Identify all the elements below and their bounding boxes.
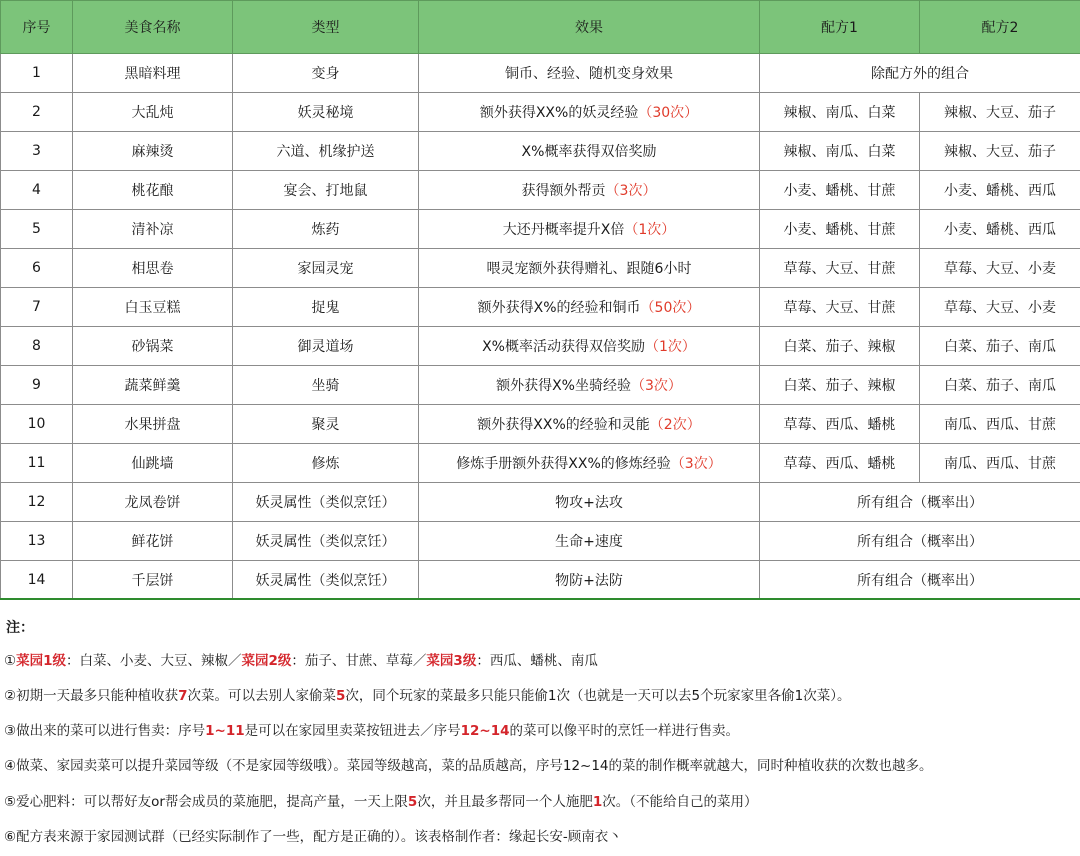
note-highlight: 7 <box>178 688 188 704</box>
cell-recipe-2: 辣椒、大豆、茄子 <box>920 132 1080 171</box>
cell-name: 桃花酿 <box>73 171 233 210</box>
notes-section <box>0 598 1080 856</box>
note-highlight: 菜园3级 <box>426 653 477 669</box>
effect-text: 物攻+法攻 <box>555 495 623 511</box>
cell-recipe-2: 白菜、茄子、南瓜 <box>920 327 1080 366</box>
cell-effect <box>419 444 760 483</box>
cell-no: 11 <box>1 444 73 483</box>
cell-effect <box>419 327 760 366</box>
cell-no: 4 <box>1 171 73 210</box>
note-line <box>4 721 739 741</box>
cell-no: 9 <box>1 366 73 405</box>
effect-text: 喂灵宠额外获得赠礼、跟随6小时 <box>486 261 692 277</box>
cell-recipe-merged: 所有组合（概率出） <box>760 561 1080 600</box>
effect-text: 生命+速度 <box>555 534 623 550</box>
cell-no: 13 <box>1 522 73 561</box>
cell-name: 水果拼盘 <box>73 405 233 444</box>
cell-recipe-merged: 除配方外的组合 <box>760 54 1080 93</box>
note-highlight: 12~14 <box>460 723 510 739</box>
table-row <box>1 561 1080 600</box>
cell-no: 6 <box>1 249 73 288</box>
note-highlight: 菜园1级 <box>16 653 67 669</box>
effect-text: 大还丹概率提升X倍 <box>502 222 625 238</box>
cell-type: 宴会、打地鼠 <box>233 171 419 210</box>
notes-title: 注： <box>6 620 34 636</box>
effect-text: 修炼手册额外获得XX%的修炼经验 <box>456 456 671 472</box>
cell-type: 家园灵宠 <box>233 249 419 288</box>
note-line <box>4 651 598 671</box>
table-row <box>1 288 1080 327</box>
table-row <box>1 210 1080 249</box>
cell-no: 8 <box>1 327 73 366</box>
table-row <box>1 444 1080 483</box>
cell-type: 变身 <box>233 54 419 93</box>
note-highlight: 5 <box>407 794 418 810</box>
cell-type: 妖灵秘境 <box>233 93 419 132</box>
note-highlight: 菜园2级 <box>241 653 292 669</box>
cell-type: 坐骑 <box>233 366 419 405</box>
effect-text: X%概率获得双倍奖励 <box>521 144 657 160</box>
note-text: ⑤爱心肥料：可以帮好友or帮会成员的菜施肥，提高产量，一天上限 <box>4 794 408 810</box>
table-row <box>1 132 1080 171</box>
cell-no: 10 <box>1 405 73 444</box>
cell-recipe-1: 辣椒、南瓜、白菜 <box>760 93 920 132</box>
cell-name: 龙凤卷饼 <box>73 483 233 522</box>
table-row <box>1 405 1080 444</box>
effect-text: X%概率活动获得双倍奖励 <box>482 339 645 355</box>
cell-recipe-2: 南瓜、西瓜、甘蔗 <box>920 405 1080 444</box>
effect-text: 额外获得XX%的经验和灵能 <box>477 417 650 433</box>
header-no: 序号 <box>1 1 73 54</box>
note-line <box>4 756 933 776</box>
cell-recipe-2: 小麦、蟠桃、西瓜 <box>920 210 1080 249</box>
effect-count: （2次） <box>649 417 701 433</box>
note-text: ⑥配方表来源于家园测试群（已经实际制作了一些，配方是正确的）。该表格制作者：缘起长安-顾南衣丶 <box>4 829 622 845</box>
header-recipe-2: 配方2 <box>920 1 1080 54</box>
cell-effect <box>419 54 760 93</box>
cell-name: 清补凉 <box>73 210 233 249</box>
cell-effect <box>419 171 760 210</box>
note-text: ：白菜、小麦、大豆、辣椒／ <box>66 653 242 669</box>
cell-effect <box>419 561 760 600</box>
cell-effect <box>419 522 760 561</box>
cell-effect <box>419 93 760 132</box>
header-name: 美食名称 <box>73 1 233 54</box>
cell-name: 相思卷 <box>73 249 233 288</box>
table-row <box>1 249 1080 288</box>
cell-recipe-1: 小麦、蟠桃、甘蔗 <box>760 171 920 210</box>
cell-type: 聚灵 <box>233 405 419 444</box>
note-text: 次，同个玩家的菜最多只能只能偷1次（也就是一天可以去5个玩家家里各偷1次菜）。 <box>345 688 851 704</box>
effect-count: （30次） <box>638 105 699 121</box>
note-text: ① <box>4 653 17 669</box>
cell-effect <box>419 288 760 327</box>
cell-no: 2 <box>1 93 73 132</box>
note-text: 次，并且最多帮同一个人施肥 <box>417 794 593 810</box>
header-recipe-1: 配方1 <box>760 1 920 54</box>
cell-name: 砂锅菜 <box>73 327 233 366</box>
cell-effect <box>419 405 760 444</box>
effect-count: （3次） <box>605 183 657 199</box>
note-text: ：茄子、甘蔗、草莓／ <box>291 653 427 669</box>
note-line <box>4 792 757 812</box>
cell-recipe-2: 草莓、大豆、小麦 <box>920 249 1080 288</box>
table-header-row <box>1 1 1080 54</box>
cell-recipe-1: 草莓、大豆、甘蔗 <box>760 288 920 327</box>
cell-recipe-1: 小麦、蟠桃、甘蔗 <box>760 210 920 249</box>
note-highlight: 1~11 <box>205 723 245 739</box>
effect-count: （50次） <box>640 300 701 316</box>
cell-recipe-merged: 所有组合（概率出） <box>760 522 1080 561</box>
cell-effect <box>419 210 760 249</box>
cell-type: 妖灵属性（类似烹饪） <box>233 483 419 522</box>
cell-recipe-1: 辣椒、南瓜、白菜 <box>760 132 920 171</box>
table-row <box>1 54 1080 93</box>
table-row <box>1 171 1080 210</box>
cell-type: 妖灵属性（类似烹饪） <box>233 522 419 561</box>
effect-text: 额外获得XX%的妖灵经验 <box>479 105 639 121</box>
note-text: ：西瓜、蟠桃、南瓜 <box>476 653 598 669</box>
cell-recipe-1: 草莓、大豆、甘蔗 <box>760 249 920 288</box>
cell-type: 炼药 <box>233 210 419 249</box>
cell-recipe-2: 辣椒、大豆、茄子 <box>920 93 1080 132</box>
cell-no: 7 <box>1 288 73 327</box>
cell-type: 御灵道场 <box>233 327 419 366</box>
effect-text: 额外获得X%坐骑经验 <box>496 378 631 394</box>
note-line <box>4 686 850 706</box>
cell-effect <box>419 132 760 171</box>
cell-name: 仙跳墙 <box>73 444 233 483</box>
cell-recipe-2: 小麦、蟠桃、西瓜 <box>920 171 1080 210</box>
cell-name: 鲜花饼 <box>73 522 233 561</box>
cell-name: 麻辣烫 <box>73 132 233 171</box>
note-highlight: 5 <box>336 688 346 704</box>
cell-no: 14 <box>1 561 73 600</box>
cell-recipe-1: 白菜、茄子、辣椒 <box>760 366 920 405</box>
cell-recipe-2: 南瓜、西瓜、甘蔗 <box>920 444 1080 483</box>
note-text: 次菜。可以去别人家偷菜 <box>187 688 337 704</box>
table-row <box>1 93 1080 132</box>
table-row <box>1 522 1080 561</box>
effect-count: （1次） <box>624 222 676 238</box>
cell-name: 白玉豆糕 <box>73 288 233 327</box>
table-row <box>1 327 1080 366</box>
cell-effect <box>419 366 760 405</box>
cell-type: 妖灵属性（类似烹饪） <box>233 561 419 600</box>
cell-no: 5 <box>1 210 73 249</box>
effect-text: 物防+法防 <box>555 573 623 589</box>
cell-no: 3 <box>1 132 73 171</box>
cell-type: 六道、机缘护送 <box>233 132 419 171</box>
note-highlight: 1 <box>592 794 603 810</box>
cell-no: 1 <box>1 54 73 93</box>
note-text: ③做出来的菜可以进行售卖：序号 <box>4 723 206 739</box>
cell-recipe-1: 草莓、西瓜、蟠桃 <box>760 405 920 444</box>
header-type: 类型 <box>233 1 419 54</box>
cell-name: 黑暗料理 <box>73 54 233 93</box>
cell-effect <box>419 483 760 522</box>
cell-recipe-2: 白菜、茄子、南瓜 <box>920 366 1080 405</box>
cell-type: 捉鬼 <box>233 288 419 327</box>
table-row <box>1 483 1080 522</box>
cell-recipe-1: 草莓、西瓜、蟠桃 <box>760 444 920 483</box>
effect-count: （3次） <box>670 456 722 472</box>
note-text: 的菜可以像平时的烹饪一样进行售卖。 <box>509 723 739 739</box>
cell-name: 蔬菜鲜羹 <box>73 366 233 405</box>
note-text: ②初期一天最多只能种植收获 <box>4 688 179 704</box>
cell-type: 修炼 <box>233 444 419 483</box>
effect-text: 额外获得X%的经验和铜币 <box>477 300 641 316</box>
note-line <box>4 827 622 847</box>
effect-count: （3次） <box>630 378 682 394</box>
cell-recipe-merged: 所有组合（概率出） <box>760 483 1080 522</box>
effect-text: 获得额外帮贡 <box>521 183 606 199</box>
cell-recipe-1: 白菜、茄子、辣椒 <box>760 327 920 366</box>
table-row <box>1 366 1080 405</box>
header-effect: 效果 <box>419 1 760 54</box>
cell-no: 12 <box>1 483 73 522</box>
table-body <box>1 54 1080 600</box>
note-text: ④做菜、家园卖菜可以提升菜园等级（不是家园等级哦）。菜园等级越高，菜的品质越高，序号12~14的菜的制作概率就越大，同时种植收获的次数也越多。 <box>4 758 933 774</box>
cell-name: 大乱炖 <box>73 93 233 132</box>
note-text: 次。（不能给自己的菜用） <box>602 794 758 810</box>
cell-name: 千层饼 <box>73 561 233 600</box>
effect-text: 铜币、经验、随机变身效果 <box>505 66 673 82</box>
note-text: 是可以在家园里卖菜按钮进去／序号 <box>244 723 461 739</box>
cell-effect <box>419 249 760 288</box>
cell-recipe-2: 草莓、大豆、小麦 <box>920 288 1080 327</box>
effect-count: （1次） <box>644 339 696 355</box>
